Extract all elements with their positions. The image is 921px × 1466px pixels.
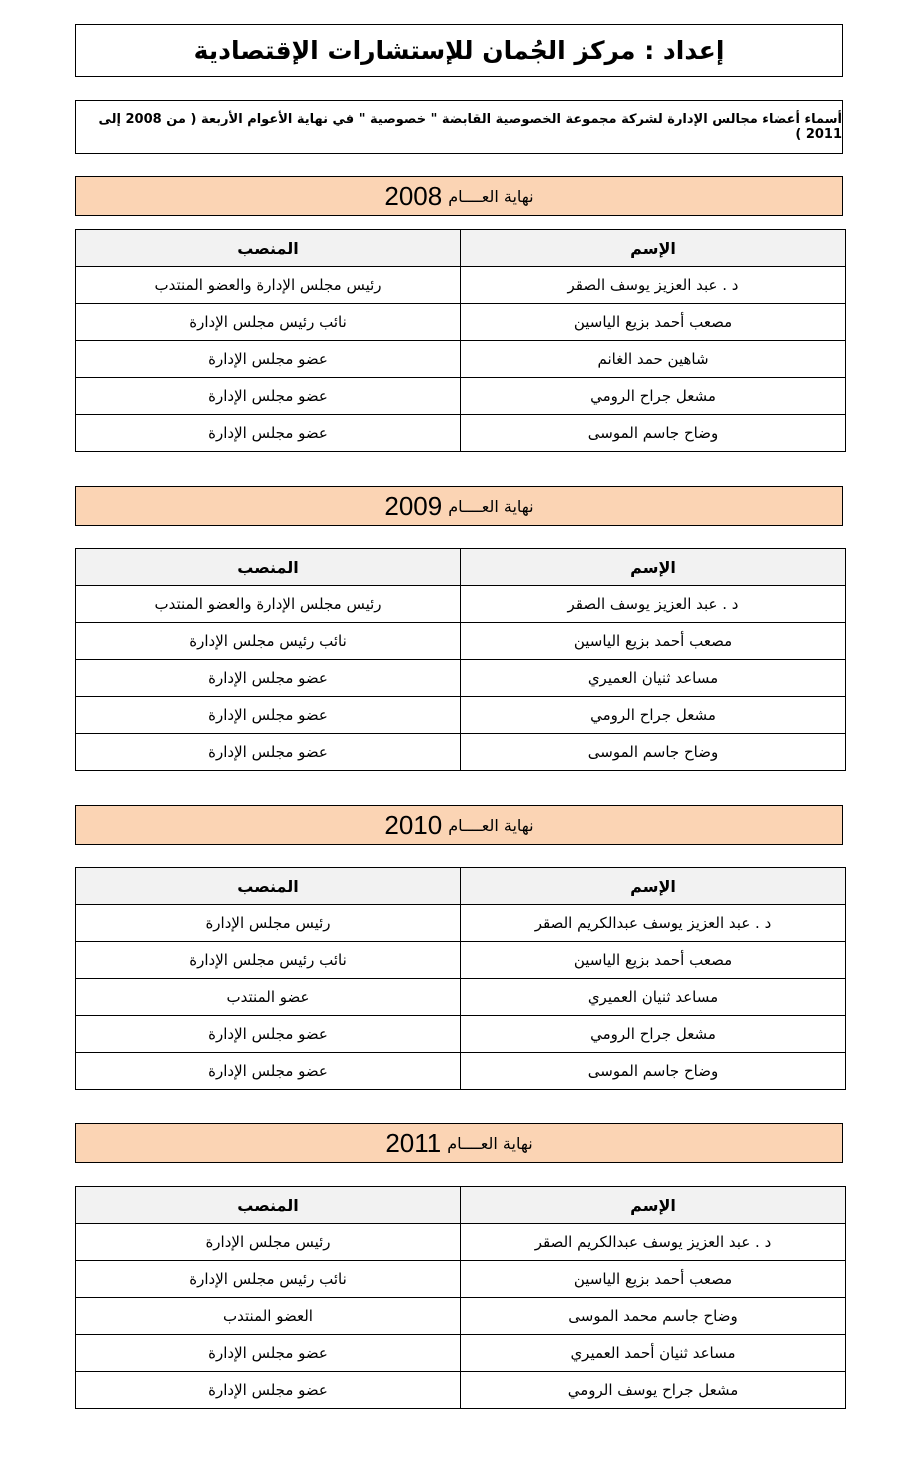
column-header-name: الإسم bbox=[461, 230, 846, 267]
board-table-2008 bbox=[75, 229, 846, 452]
member-name: شاهين حمد الغانم bbox=[461, 341, 846, 378]
member-name: مصعب أحمد بزيع الياسين bbox=[461, 304, 846, 341]
year-label: نهاية العــــام bbox=[448, 496, 534, 516]
year-number: 2010 bbox=[384, 809, 443, 840]
member-name: مصعب أحمد بزيع الياسين bbox=[461, 1261, 846, 1298]
board-table-2009 bbox=[75, 548, 846, 771]
table-row bbox=[76, 697, 846, 734]
member-position: عضو مجلس الإدارة bbox=[76, 660, 461, 697]
member-name: د . عبد العزيز يوسف عبدالكريم الصقر bbox=[461, 905, 846, 942]
table-row bbox=[76, 341, 846, 378]
member-name: مصعب أحمد بزيع الياسين bbox=[461, 942, 846, 979]
member-position: رئيس مجلس الإدارة والعضو المنتدب bbox=[76, 586, 461, 623]
member-position: رئيس مجلس الإدارة والعضو المنتدب bbox=[76, 267, 461, 304]
table-row bbox=[76, 734, 846, 771]
table-header-row bbox=[76, 230, 846, 267]
member-name: وضاح جاسم محمد الموسى bbox=[461, 1298, 846, 1335]
table-row bbox=[76, 1298, 846, 1335]
member-position: عضو مجلس الإدارة bbox=[76, 1372, 461, 1409]
table-row bbox=[76, 304, 846, 341]
member-name: مصعب أحمد بزيع الياسين bbox=[461, 623, 846, 660]
year-number: 2008 bbox=[384, 180, 443, 211]
year-bar-2008 bbox=[75, 176, 843, 216]
page-title: إعداد : مركز الجُمان للإستشارات الإقتصادية bbox=[75, 24, 843, 77]
member-position: عضو مجلس الإدارة bbox=[76, 415, 461, 452]
member-name: مساعد ثنيان العميري bbox=[461, 660, 846, 697]
year-bar-2010 bbox=[75, 805, 843, 845]
table-header-row bbox=[76, 549, 846, 586]
column-header-position: المنصب bbox=[76, 230, 461, 267]
member-position: عضو مجلس الإدارة bbox=[76, 341, 461, 378]
table-row bbox=[76, 1261, 846, 1298]
table-row bbox=[76, 415, 846, 452]
year-bar-2009 bbox=[75, 486, 843, 526]
member-name: د . عبد العزيز يوسف الصقر bbox=[461, 267, 846, 304]
year-number: 2009 bbox=[384, 490, 443, 521]
member-name: مشعل جراح الرومي bbox=[461, 697, 846, 734]
table-header-row bbox=[76, 1187, 846, 1224]
year-label: نهاية العــــام bbox=[447, 1133, 533, 1153]
column-header-name: الإسم bbox=[461, 549, 846, 586]
member-name: مشعل جراح يوسف الرومي bbox=[461, 1372, 846, 1409]
table-row bbox=[76, 267, 846, 304]
table-row bbox=[76, 1372, 846, 1409]
table-row bbox=[76, 1016, 846, 1053]
column-header-name: الإسم bbox=[461, 1187, 846, 1224]
column-header-name: الإسم bbox=[461, 868, 846, 905]
member-position: عضو مجلس الإدارة bbox=[76, 1016, 461, 1053]
document-subtitle: أسماء أعضاء مجالس الإدارة لشركة مجموعة الخصوصية القابضة " خصوصية " في نهاية الأعوام الأربعة ( من 2008 إلى 2011 ) bbox=[75, 100, 843, 154]
table-row bbox=[76, 905, 846, 942]
member-name: مشعل جراح الرومي bbox=[461, 378, 846, 415]
table-row bbox=[76, 1224, 846, 1261]
member-position: العضو المنتدب bbox=[76, 1298, 461, 1335]
table-row bbox=[76, 942, 846, 979]
column-header-position: المنصب bbox=[76, 868, 461, 905]
member-position: رئيس مجلس الإدارة bbox=[76, 1224, 461, 1261]
member-position: نائب رئيس مجلس الإدارة bbox=[76, 942, 461, 979]
member-position: نائب رئيس مجلس الإدارة bbox=[76, 304, 461, 341]
year-number: 2011 bbox=[385, 1127, 442, 1158]
table-header-row bbox=[76, 868, 846, 905]
column-header-position: المنصب bbox=[76, 549, 461, 586]
member-position: عضو مجلس الإدارة bbox=[76, 378, 461, 415]
board-table-2010 bbox=[75, 867, 846, 1090]
member-position: عضو مجلس الإدارة bbox=[76, 697, 461, 734]
member-name: وضاح جاسم الموسى bbox=[461, 734, 846, 771]
table-row bbox=[76, 586, 846, 623]
member-position: عضو المنتدب bbox=[76, 979, 461, 1016]
member-position: عضو مجلس الإدارة bbox=[76, 1053, 461, 1090]
year-label: نهاية العــــام bbox=[448, 815, 534, 835]
year-label: نهاية العــــام bbox=[448, 186, 534, 206]
board-table-2011 bbox=[75, 1186, 846, 1409]
member-position: رئيس مجلس الإدارة bbox=[76, 905, 461, 942]
table-row bbox=[76, 979, 846, 1016]
column-header-position: المنصب bbox=[76, 1187, 461, 1224]
table-row bbox=[76, 623, 846, 660]
member-name: د . عبد العزيز يوسف عبدالكريم الصقر bbox=[461, 1224, 846, 1261]
table-row bbox=[76, 660, 846, 697]
table-row bbox=[76, 1335, 846, 1372]
year-bar-2011 bbox=[75, 1123, 843, 1163]
member-position: عضو مجلس الإدارة bbox=[76, 734, 461, 771]
member-position: نائب رئيس مجلس الإدارة bbox=[76, 623, 461, 660]
member-name: وضاح جاسم الموسى bbox=[461, 415, 846, 452]
member-position: عضو مجلس الإدارة bbox=[76, 1335, 461, 1372]
member-position: نائب رئيس مجلس الإدارة bbox=[76, 1261, 461, 1298]
table-row bbox=[76, 1053, 846, 1090]
member-name: مساعد ثنيان العميري bbox=[461, 979, 846, 1016]
table-row bbox=[76, 378, 846, 415]
member-name: وضاح جاسم الموسى bbox=[461, 1053, 846, 1090]
member-name: مساعد ثنيان أحمد العميري bbox=[461, 1335, 846, 1372]
member-name: د . عبد العزيز يوسف الصقر bbox=[461, 586, 846, 623]
member-name: مشعل جراح الرومي bbox=[461, 1016, 846, 1053]
